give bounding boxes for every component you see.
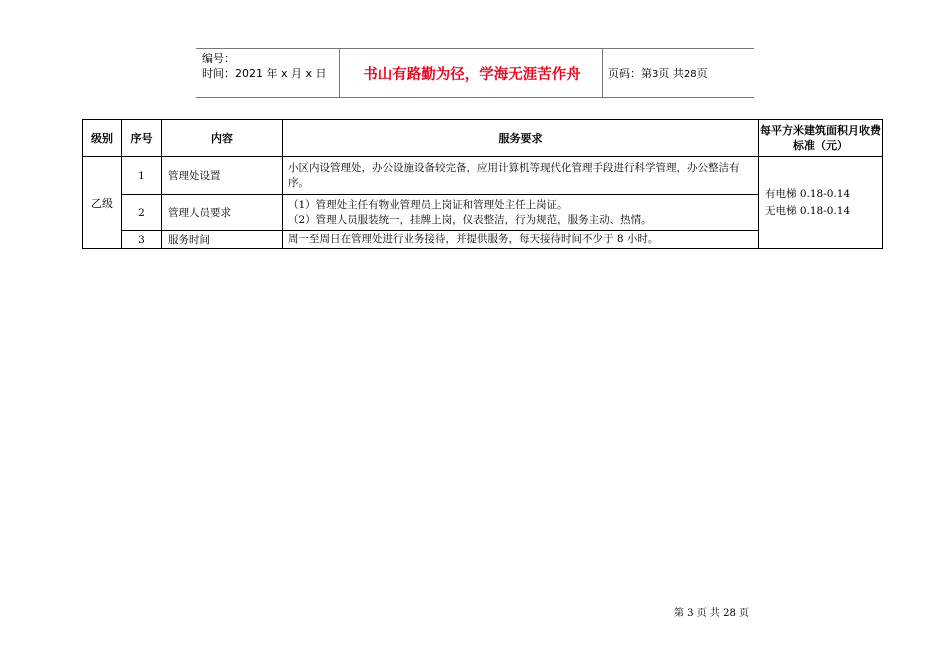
- header-motto: 书山有路勤为径，学海无涯苦作舟: [363, 65, 581, 83]
- page-header: [196, 48, 754, 98]
- row-requirement: [283, 195, 759, 231]
- table-row: [83, 157, 883, 195]
- page-prefix: 页码：第: [608, 67, 652, 80]
- requirement-line: （1）管理处主任有物业管理员上岗证和管理处主任上岗证。: [288, 198, 568, 211]
- table-header-row: [83, 120, 883, 157]
- requirement-line: （2）管理人员服装统一，挂牌上岗，仪表整洁，行为规范，服务主动、热情。: [288, 213, 652, 226]
- col-header-requirement: 服务要求: [283, 120, 759, 157]
- fee-without-elevator: 无电梯 0.18-0.14: [765, 204, 851, 217]
- row-number: 2: [122, 195, 162, 231]
- row-number: 1: [122, 157, 162, 195]
- row-requirement: 周一至周日在管理处进行业务接待，并提供服务，每天接待时间不少于 8 小时。: [283, 231, 759, 249]
- header-meta: [202, 51, 327, 81]
- header-divider: [339, 49, 340, 97]
- service-standard-table: [82, 119, 883, 249]
- page-current: 3: [652, 69, 659, 80]
- row-content: 服务时间: [162, 231, 283, 249]
- fee-with-elevator: 有电梯 0.18-0.14: [765, 187, 851, 200]
- fee-cell: [759, 157, 883, 249]
- page-total: 28: [683, 69, 697, 80]
- col-header-content: 内容: [162, 120, 283, 157]
- col-header-number: 序号: [122, 120, 162, 157]
- page-suffix: 页: [696, 67, 708, 80]
- page-footer: 第 3 页 共 28 页: [674, 608, 749, 619]
- col-header-grade: 级别: [83, 120, 122, 157]
- row-requirement: 小区内设管理处，办公设施设备较完备，应用计算机等现代化管理手段进行科学管理，办公整洁有序。: [283, 157, 759, 195]
- grade-cell: 乙级: [83, 157, 122, 249]
- row-number: 3: [122, 231, 162, 249]
- col-header-fee: 每平方米建筑面积月收费标准（元）: [759, 120, 883, 157]
- page-mid: 页 共: [658, 67, 684, 80]
- header-page-info: [608, 66, 708, 82]
- document-number-label: 编号：: [202, 52, 235, 65]
- document-date: 时间：2021 年 x 月 x 日: [202, 67, 327, 80]
- row-content: 管理人员要求: [162, 195, 283, 231]
- row-content: 管理处设置: [162, 157, 283, 195]
